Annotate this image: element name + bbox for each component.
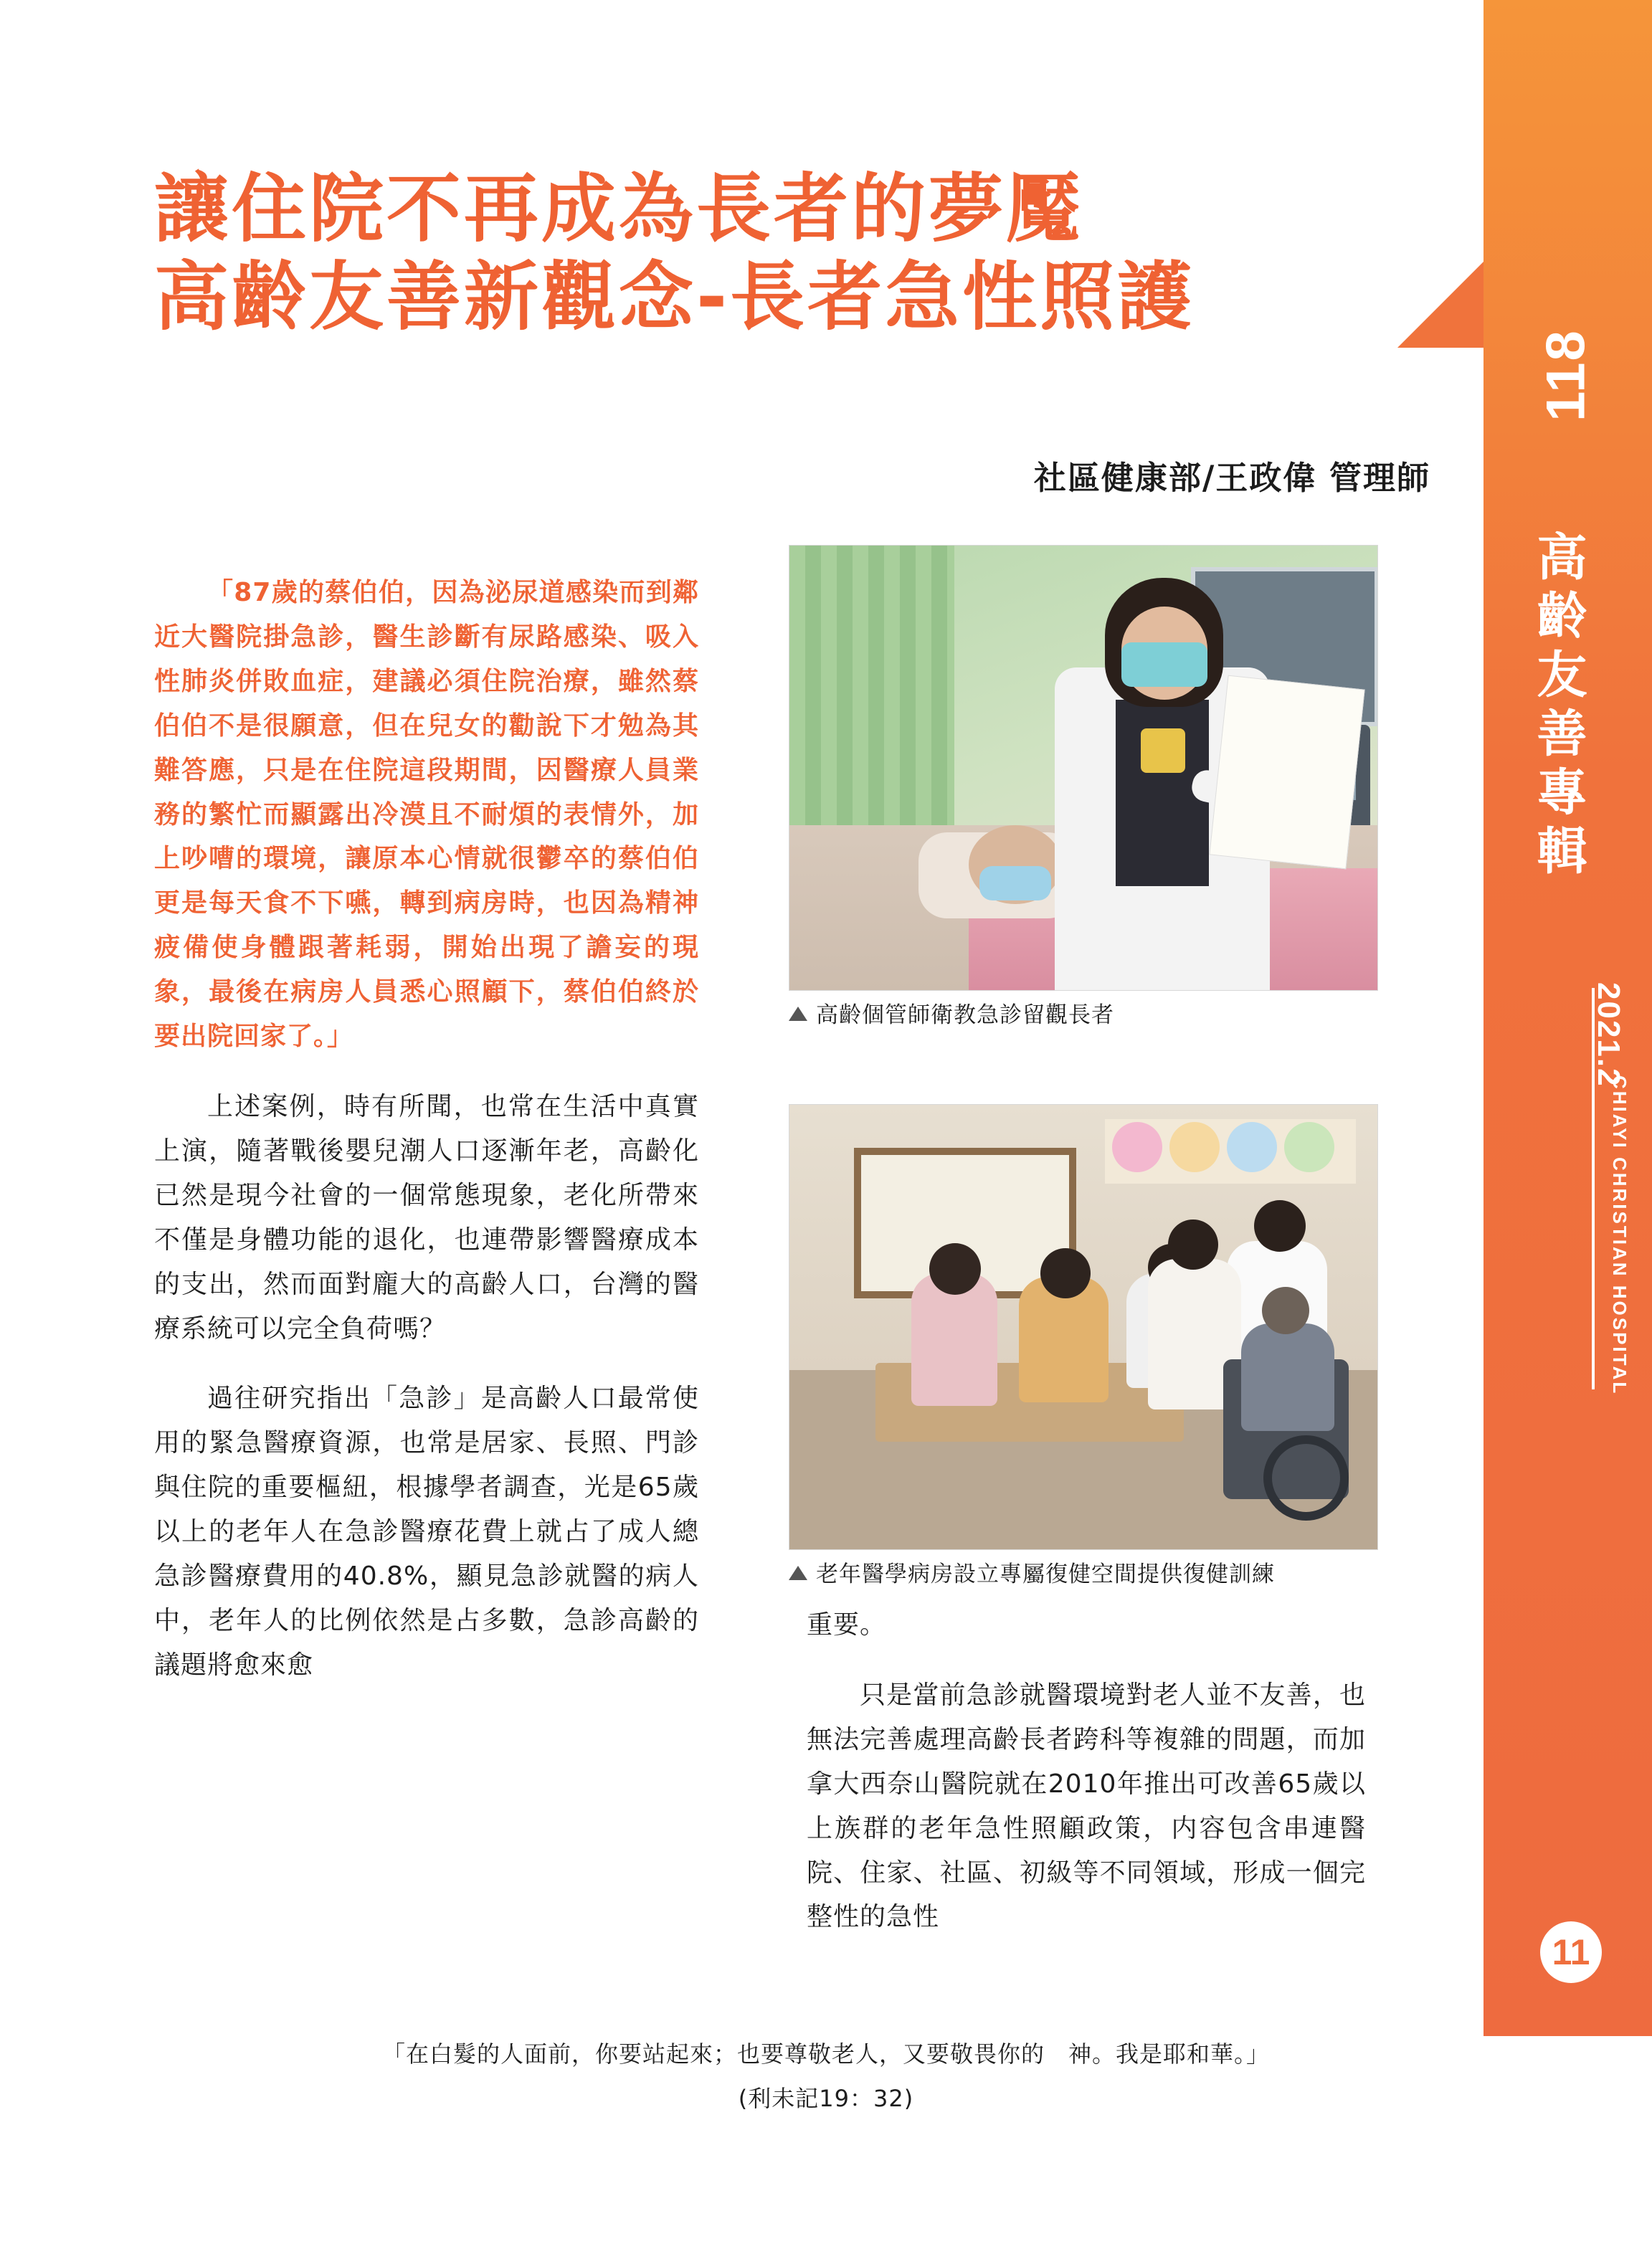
side-page-number-large: 118 — [1535, 329, 1597, 422]
paragraph-case-quote: 「87歲的蔡伯伯，因為泌尿道感染而到鄰近大醫院掛急診，醫生診斷有尿路感染、吸入性肺炎併敗血症，建議必須住院治療，雖然蔡伯伯不是很願意，但在兒女的勸說下才勉為其難答應，只是在住院這段期間，因醫療人員業務的繁忙而顯露出冷漠且不耐煩的表情外，加上吵嘈的環境，讓原本心情就很鬱卒的蔡伯伯更是每天食不下嚥，轉到病房時，也因為精神疲備使身體跟著耗弱，開始出現了譫妄的現象，最後在病房人員悉心照顧下，蔡伯伯終於要出院回家了。」 — [154, 578, 699, 1052]
paragraph-continuation: 重要。 — [807, 1610, 887, 1640]
paragraph-er-research: 過往研究指出「急診」是高齡人口最常使用的緊急醫療資源，也常是居家、長照、門診與住院的重要樞紐，根據學者調查，光是65歲以上的老年人在急診醫療花費上就占了成人總急診醫療費用的40.8%，顯見急診就醫的病人中，老年人的比例依然是占多數，急診高齡的議題將愈來愈 — [154, 1384, 699, 1680]
banner-circle-shape — [1227, 1122, 1277, 1172]
staff-mask-shape — [1121, 642, 1207, 687]
person-head-shape — [1040, 1248, 1091, 1298]
shirt-logo-shape — [1141, 728, 1185, 773]
side-band — [1484, 0, 1652, 2036]
photo-image — [789, 1104, 1378, 1550]
staff-head-shape — [1254, 1200, 1306, 1252]
seated-patient-shape — [1241, 1323, 1334, 1431]
right-text-column — [807, 1577, 1366, 1949]
banner-circle-shape — [1169, 1122, 1220, 1172]
photo-caption-text: 高齡個管師衛教急診留觀長者 — [816, 1002, 1114, 1028]
patient-mask-shape — [979, 866, 1051, 900]
banner-circle-shape — [1112, 1122, 1162, 1172]
headline-line-2: 高齡友善新觀念-長者急性照護 — [154, 252, 1195, 341]
paragraph-aging-society: 上述案例，時有所聞，也常在生活中真實上演，隨著戰後嬰兒潮人口逐漸年老，高齡化已然是現今社會的一個常態現象，老化所帶來不僅是身體功能的退化，也連帶影響醫療成本的支出，然而面對龐大的高齡人口，台灣的醫療系統可以完全負荷嗎？ — [154, 1091, 699, 1344]
paragraph-mount-sinai: 只是當前急診就醫環境對老人並不友善，也無法完善處理高齡長者跨科等複雜的問題，而加拿大西奈山醫院就在2010年推出可改善65歲以上族群的老年急性照顧政策，内容包含串連醫院、住家、社區、初級等不同領域，形成一個完整性的急性 — [807, 1680, 1366, 1932]
footer-scripture — [0, 2036, 1652, 2114]
left-text-column — [154, 545, 699, 1698]
side-issue-date: 2021.2 — [1591, 982, 1626, 1088]
triangle-bullet-icon — [789, 1007, 807, 1021]
headline-line-1: 讓住院不再成為長者的夢魘 — [154, 165, 1084, 252]
photo-caption — [789, 1001, 1377, 1030]
scripture-text: 「在白髮的人面前，你要站起來；也要尊敬老人，又要敬畏你的 神。我是耶和華。」 — [381, 2040, 1270, 2068]
seated-patient-head-shape — [1262, 1287, 1309, 1334]
banner-circle-shape — [1284, 1122, 1334, 1172]
page-title — [154, 165, 1445, 341]
side-series-title: 高齡友善專輯 — [1529, 531, 1587, 883]
byline: 社區健康部/王政偉 管理師 — [1033, 459, 1430, 497]
photo-geriatric-ward-rehab — [789, 1104, 1377, 1587]
photo-caption-text: 老年醫學病房設立專屬復健空間提供復健訓練 — [816, 1561, 1275, 1587]
side-hospital-name: CHIAYI CHRISTIAN HOSPITAL — [1609, 1075, 1630, 1396]
education-leaflet-shape — [1209, 675, 1364, 870]
page-number-badge: 11 — [1540, 1921, 1602, 1983]
triangle-bullet-icon — [789, 1566, 807, 1580]
wheelchair-wheel-shape — [1263, 1435, 1349, 1521]
staff-head-shape — [1168, 1220, 1218, 1270]
photo-image — [789, 545, 1378, 991]
scripture-reference: (利未記19：32) — [738, 2085, 914, 2112]
photo-elderly-case-manager — [789, 545, 1377, 1028]
person-head-shape — [929, 1243, 981, 1295]
